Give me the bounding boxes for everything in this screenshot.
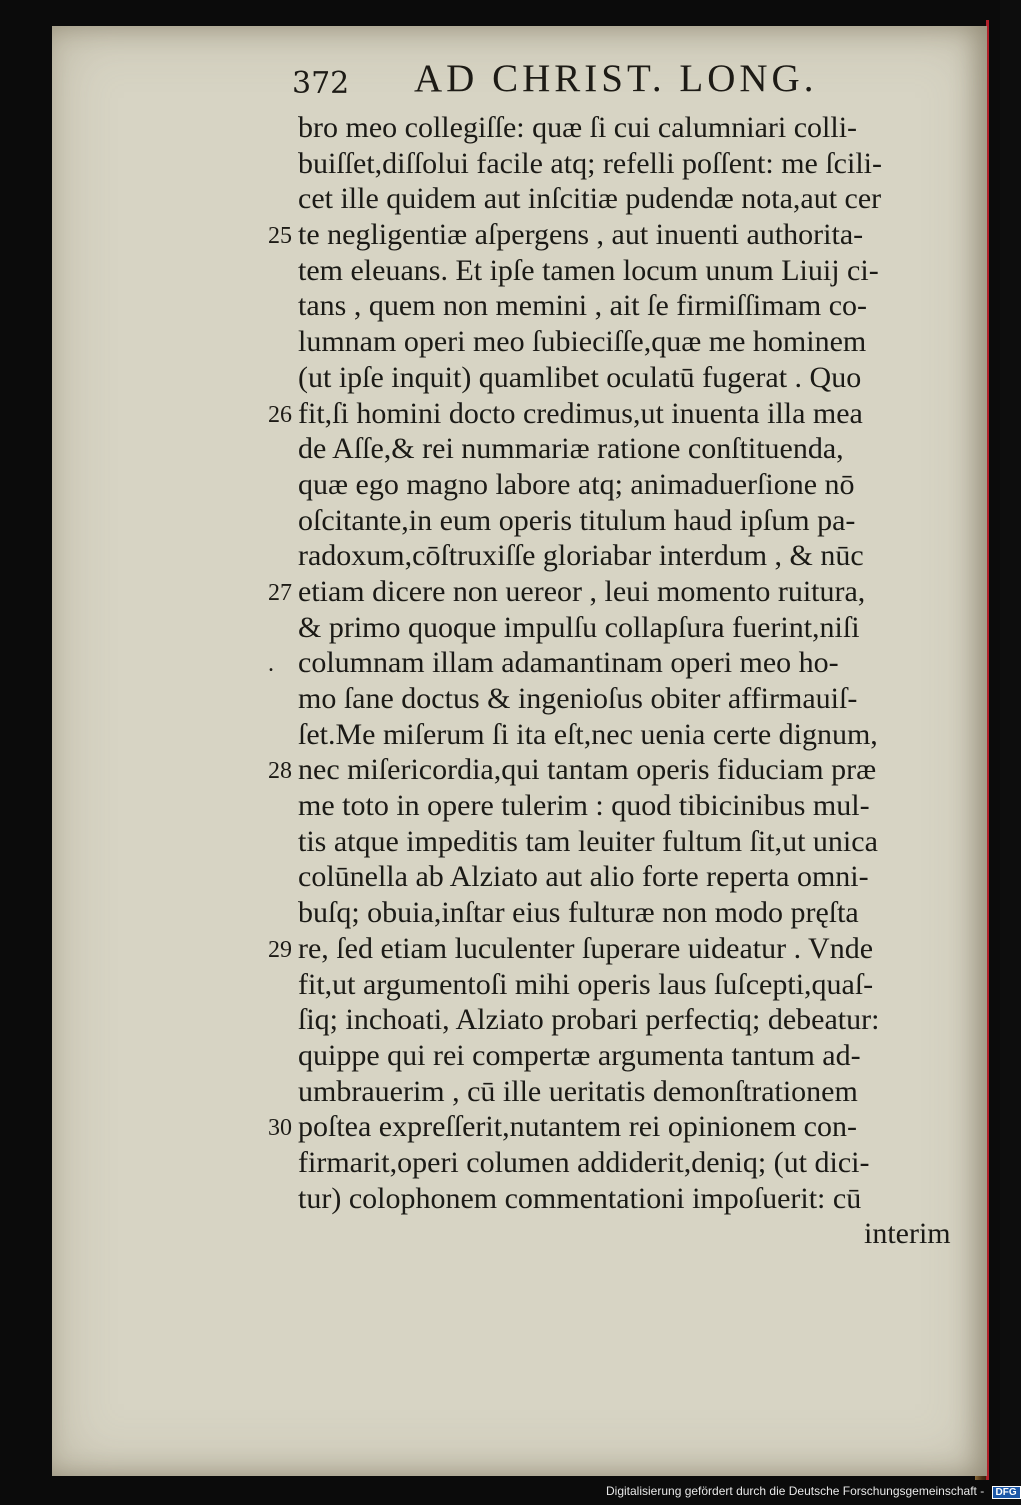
text-block — [268, 110, 968, 1252]
text-line — [268, 360, 968, 396]
line-text: me toto in opere tulerim : quod tibicinibus mul- — [298, 789, 870, 823]
text-line — [268, 1074, 968, 1110]
margin-number: 26 — [268, 401, 292, 428]
line-text: fit,ſi homini docto credimus,ut inuenta illa mea — [298, 396, 863, 430]
text-line — [268, 1145, 968, 1181]
line-text: bro meo collegiſſe: quæ ſi cui calumniari colli- — [298, 111, 858, 144]
line-text: buſq; obuia,inſtar eius fulturæ non modo pręſta — [298, 896, 859, 930]
text-line — [268, 1109, 968, 1145]
line-text: lumnam operi meo ſubieciſſe,quæ me hominem — [298, 325, 867, 359]
text-line — [268, 859, 968, 895]
line-text: colūnella ab Alziato aut alio forte reperta omni- — [298, 860, 869, 894]
text-line — [268, 431, 968, 467]
text-line — [268, 324, 968, 360]
text-line — [268, 681, 968, 717]
text-line — [268, 467, 968, 503]
line-text: tans , quem non memini , ait ſe firmiſſimam co- — [298, 289, 868, 323]
text-line — [268, 1181, 968, 1217]
margin-number: 29 — [268, 936, 292, 963]
text-line — [268, 396, 968, 432]
text-line — [268, 110, 968, 146]
text-line — [268, 288, 968, 324]
line-text: buiſſet,diſſolui facile atq; refelli poſſent: me ſcili- — [298, 146, 882, 180]
line-text: tem eleuans. Et ipſe tamen locum unum Liuij ci- — [298, 253, 879, 287]
text-line — [268, 538, 968, 574]
text-line — [268, 967, 968, 1003]
footer-text: Digitalisierung gefördert durch die Deutsche Forschungsgemeinschaft - — [606, 1484, 985, 1498]
text-line — [268, 503, 968, 539]
margin-number: 28 — [268, 758, 292, 785]
text-line — [268, 1002, 968, 1038]
margin-number: 25 — [268, 223, 292, 250]
line-text: cet ille quidem aut inſcitiæ pudendæ nota,aut cer — [298, 182, 882, 216]
text-line — [268, 752, 968, 788]
text-line — [268, 717, 968, 753]
text-line — [268, 645, 968, 681]
line-text: (ut ipſe inquit) quamlibet oculatū fugerat . Quo — [298, 360, 862, 394]
line-text: umbrauerim , cū ille ueritatis demonſtrationem — [298, 1074, 858, 1108]
running-head — [0, 56, 1000, 106]
text-line — [268, 824, 968, 860]
line-text: tur) colophonem commentationi impoſuerit: cū — [298, 1181, 862, 1215]
line-text: re, ſed etiam luculenter ſuperare uideatur . Vnde — [298, 931, 874, 965]
line-text: ſet.Me miſerum ſi ita eſt,nec uenia certe dignum, — [298, 717, 878, 751]
line-text: quæ ego magno labore atq; animaduerſione nō — [298, 467, 855, 501]
text-line — [268, 610, 968, 646]
line-text: nec miſericordia,qui tantam operis fiduciam præ — [298, 753, 877, 787]
page-number: 372 — [292, 66, 350, 101]
text-line — [268, 574, 968, 610]
line-text: ſiq; inchoati, Alziato probari perfectiq; debeatur: — [298, 1003, 880, 1037]
text-line — [268, 788, 968, 824]
line-text: mo ſane doctus & ingenioſus obiter affirmauiſ- — [298, 682, 858, 715]
dfg-logo: DFG — [992, 1486, 1021, 1499]
text-line — [268, 181, 968, 217]
line-text: firmarit,operi columen addiderit,deniq; (ut dici- — [298, 1145, 870, 1179]
text-line — [268, 217, 968, 253]
line-text: radoxum,cōſtruxiſſe gloriabar interdum , & nūc — [298, 539, 864, 573]
text-line — [268, 1038, 968, 1074]
line-text: tis atque impeditis tam leuiter fultum ſit,ut unica — [298, 824, 878, 858]
margin-number: 27 — [268, 579, 292, 606]
text-line — [268, 146, 968, 182]
line-text: & primo quoque impulſu collapſura fuerint,niſi — [298, 610, 860, 644]
line-text: de Aſſe,& rei nummariæ ratione conſtituenda, — [298, 432, 844, 466]
text-line — [268, 253, 968, 289]
margin-number: 30 — [268, 1115, 292, 1142]
line-text: te negligentiæ aſpergens , aut inuenti authorita- — [298, 218, 864, 252]
margin-number: . — [268, 651, 274, 678]
line-text: etiam dicere non uereor , leui momento ruitura, — [298, 574, 866, 608]
line-text: oſcitante,in eum operis titulum haud ipſum pa- — [298, 503, 856, 537]
line-text: poſtea expreſſerit,nutantem rei opinionem con- — [298, 1110, 857, 1144]
line-text: quippe qui rei compertæ argumenta tantum ad- — [298, 1038, 861, 1072]
line-text: columnam illam adamantinam operi meo ho- — [298, 646, 839, 680]
catchword-line — [268, 1216, 968, 1252]
footer-credit — [606, 1484, 1021, 1499]
text-line — [268, 931, 968, 967]
line-text: fit,ut argumentoſi mihi operis laus ſuſcepti,quaſ- — [298, 967, 874, 1001]
text-line — [268, 895, 968, 931]
running-title: AD CHRIST. LONG. — [414, 57, 818, 100]
catchword: interim — [864, 1217, 951, 1251]
